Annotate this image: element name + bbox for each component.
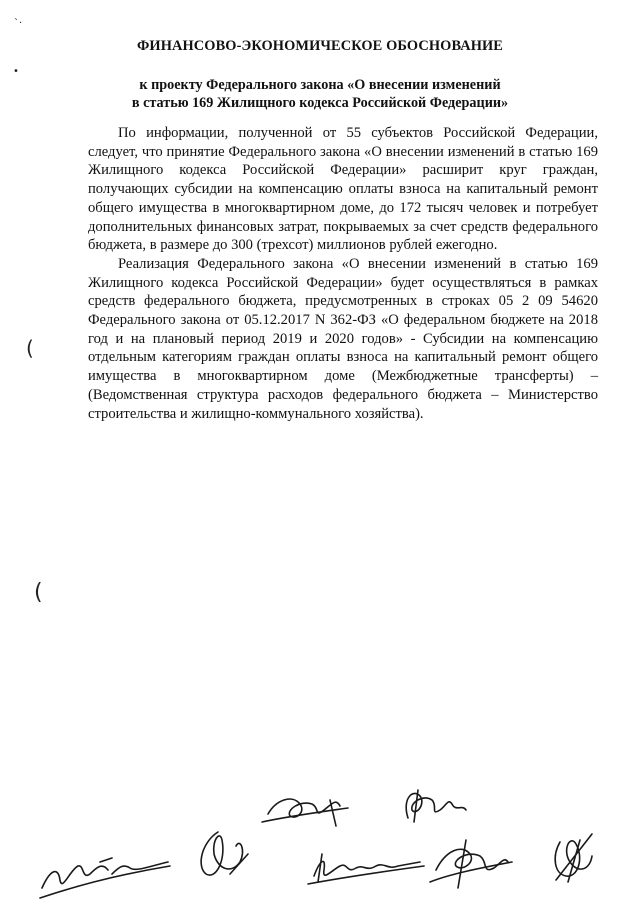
body-paragraph: По информации, полученной от 55 субъектов Российской Федерации, следует, что принятие Федерального закона «О внесении изменений в статью 169 Жилищного кодекса Российской Федерации» расширит круг граждан, получающих субсидии на компенсацию оплаты взноса на капитальный ремонт общего имущества в многоквартирном доме, до 172 тысяч человек и потребует дополнительных финансовых затрат, покрываемых за счет средств федерального бюджета, в размере до 300 (трехсот) миллионов рублей ежегодно. xyxy=(88,125,598,254)
scan-speck: • xyxy=(13,66,19,77)
document-subtitle xyxy=(0,76,640,112)
margin-bracket-mark: ( xyxy=(34,580,43,605)
document-body xyxy=(88,124,598,423)
document-title: ФИНАНСОВО-ЭКОНОМИЧЕСКОЕ ОБОСНОВАНИЕ xyxy=(136,38,504,54)
signature-6 xyxy=(436,849,508,870)
margin-bracket-mark: ( xyxy=(26,336,34,360)
signature-1 xyxy=(42,858,168,888)
subtitle-line: в статью 169 Жилищного кодекса Российской Федерации» xyxy=(131,95,509,111)
signatures xyxy=(0,770,640,905)
subtitle-line: к проекту Федерального закона «О внесении изменений xyxy=(139,77,501,93)
body-paragraph: Реализация Федерального закона «О внесении изменений в статью 169 Жилищного кодекса Российской Федерации» будет осуществляться в рамках средств федерального бюджета, предусмотренных в строках 05 2 09 54620 Федерального закона от 05.12.2017 N 362-ФЗ «О федеральном бюджете на 2018 год и на плановый период 2019 и 2020 годов» - Субсидии на компенсацию отдельным категориям граждан оплаты взноса на капитальный ремонт общего имущества в многоквартирном доме (Межбюджетные трансферты) – (Ведомственная структура расходов федерального бюджета – Министерство строительства и жилищно-коммунального хозяйства). xyxy=(88,255,598,422)
signature-2 xyxy=(201,832,242,875)
scan-speck: `· xyxy=(14,18,23,29)
